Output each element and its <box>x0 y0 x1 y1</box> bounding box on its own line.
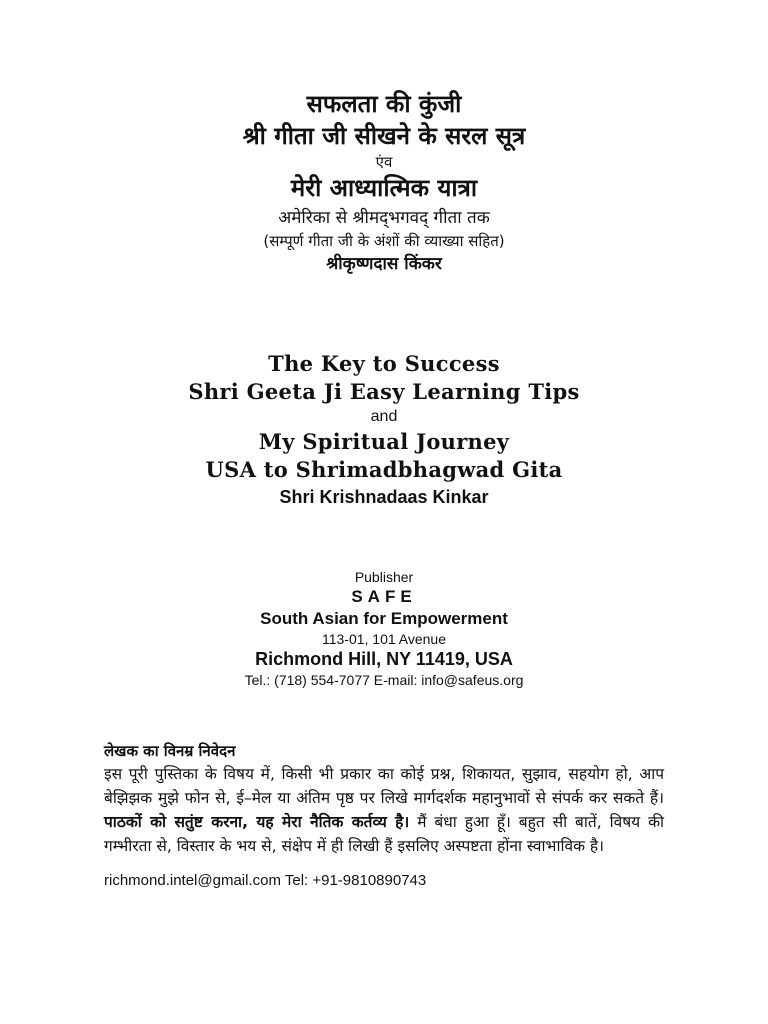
english-title-block <box>0 350 768 510</box>
author-note-body <box>104 762 664 858</box>
publisher-name: SAFE <box>351 587 417 606</box>
hindi-title-line1: सफलता की कुंजी <box>306 90 462 118</box>
hindi-subtitle-paren: (सम्पूर्ण गीता जी के अंशों की व्याख्या सहित) <box>263 232 505 250</box>
hindi-author: श्रीकृष्णदास किंकर <box>326 254 442 274</box>
hindi-title-block <box>0 88 768 276</box>
english-title-line1: The Key to Success <box>268 351 500 376</box>
publisher-contact: Tel.: (718) 554-7077 E-mail: info@safeus.org <box>244 672 524 688</box>
publisher-address-line2: Richmond Hill, NY 11419, USA <box>255 649 513 669</box>
hindi-title-line2: श्री गीता जी सीखने के सरल सूत्र <box>242 122 526 150</box>
hindi-conjunction: एंव <box>375 153 393 171</box>
publisher-label: Publisher <box>354 569 414 585</box>
author-note-block <box>104 740 664 892</box>
english-title-line3: My Spiritual Journey <box>258 429 510 454</box>
hindi-subtitle: अमेरिका से श्रीमद्‌भगवद्‌ गीता तक <box>278 208 490 228</box>
english-conjunction: and <box>370 408 398 425</box>
english-title-line2: Shri Geeta Ji Easy Learning Tips <box>188 379 580 404</box>
author-note-heading: लेखक का विनम्र निवेदन <box>104 742 236 760</box>
publisher-block <box>0 568 768 690</box>
author-note-body-bold: पाठकों को सतुंष्ट करना, यह मेरा नैतिक कर्तव्य है। <box>104 813 410 831</box>
author-note-body-part1: इस पूरी पुस्तिका के विषय में, किसी भी प्रकार का कोई प्रश्न, शिकायत, सुझाव, सहयोग हो, आप बेझिझक मुझे फोन से, ई–मेल या अंतिम पृष्ठ पर लिखे मार्गदर्शक महानुभावों से संपर्क कर सकते हैं। <box>104 765 664 807</box>
english-title-line4: USA to Shrimadbhagwad Gita <box>205 457 563 482</box>
author-note-body-part2: मैं बंधा हुआ हूँ। बहुत सी बातें, विषय की गम्भीरता से, विस्तार के भय से, संक्षेप में ही लिखी हैं इसलिए अस्पष्टता होंना स्वाभाविक है। <box>104 813 665 855</box>
english-author: Shri Krishnadaas Kinkar <box>279 487 489 507</box>
author-contact[interactable]: richmond.intel@gmail.com Tel: +91-9810890743 <box>104 872 427 889</box>
publisher-address-line1: 113-01, 101 Avenue <box>321 631 447 647</box>
hindi-title-line3: मेरी आध्यात्मिक यात्रा <box>290 174 478 202</box>
publisher-full-name: South Asian for Empowerment <box>260 609 508 628</box>
